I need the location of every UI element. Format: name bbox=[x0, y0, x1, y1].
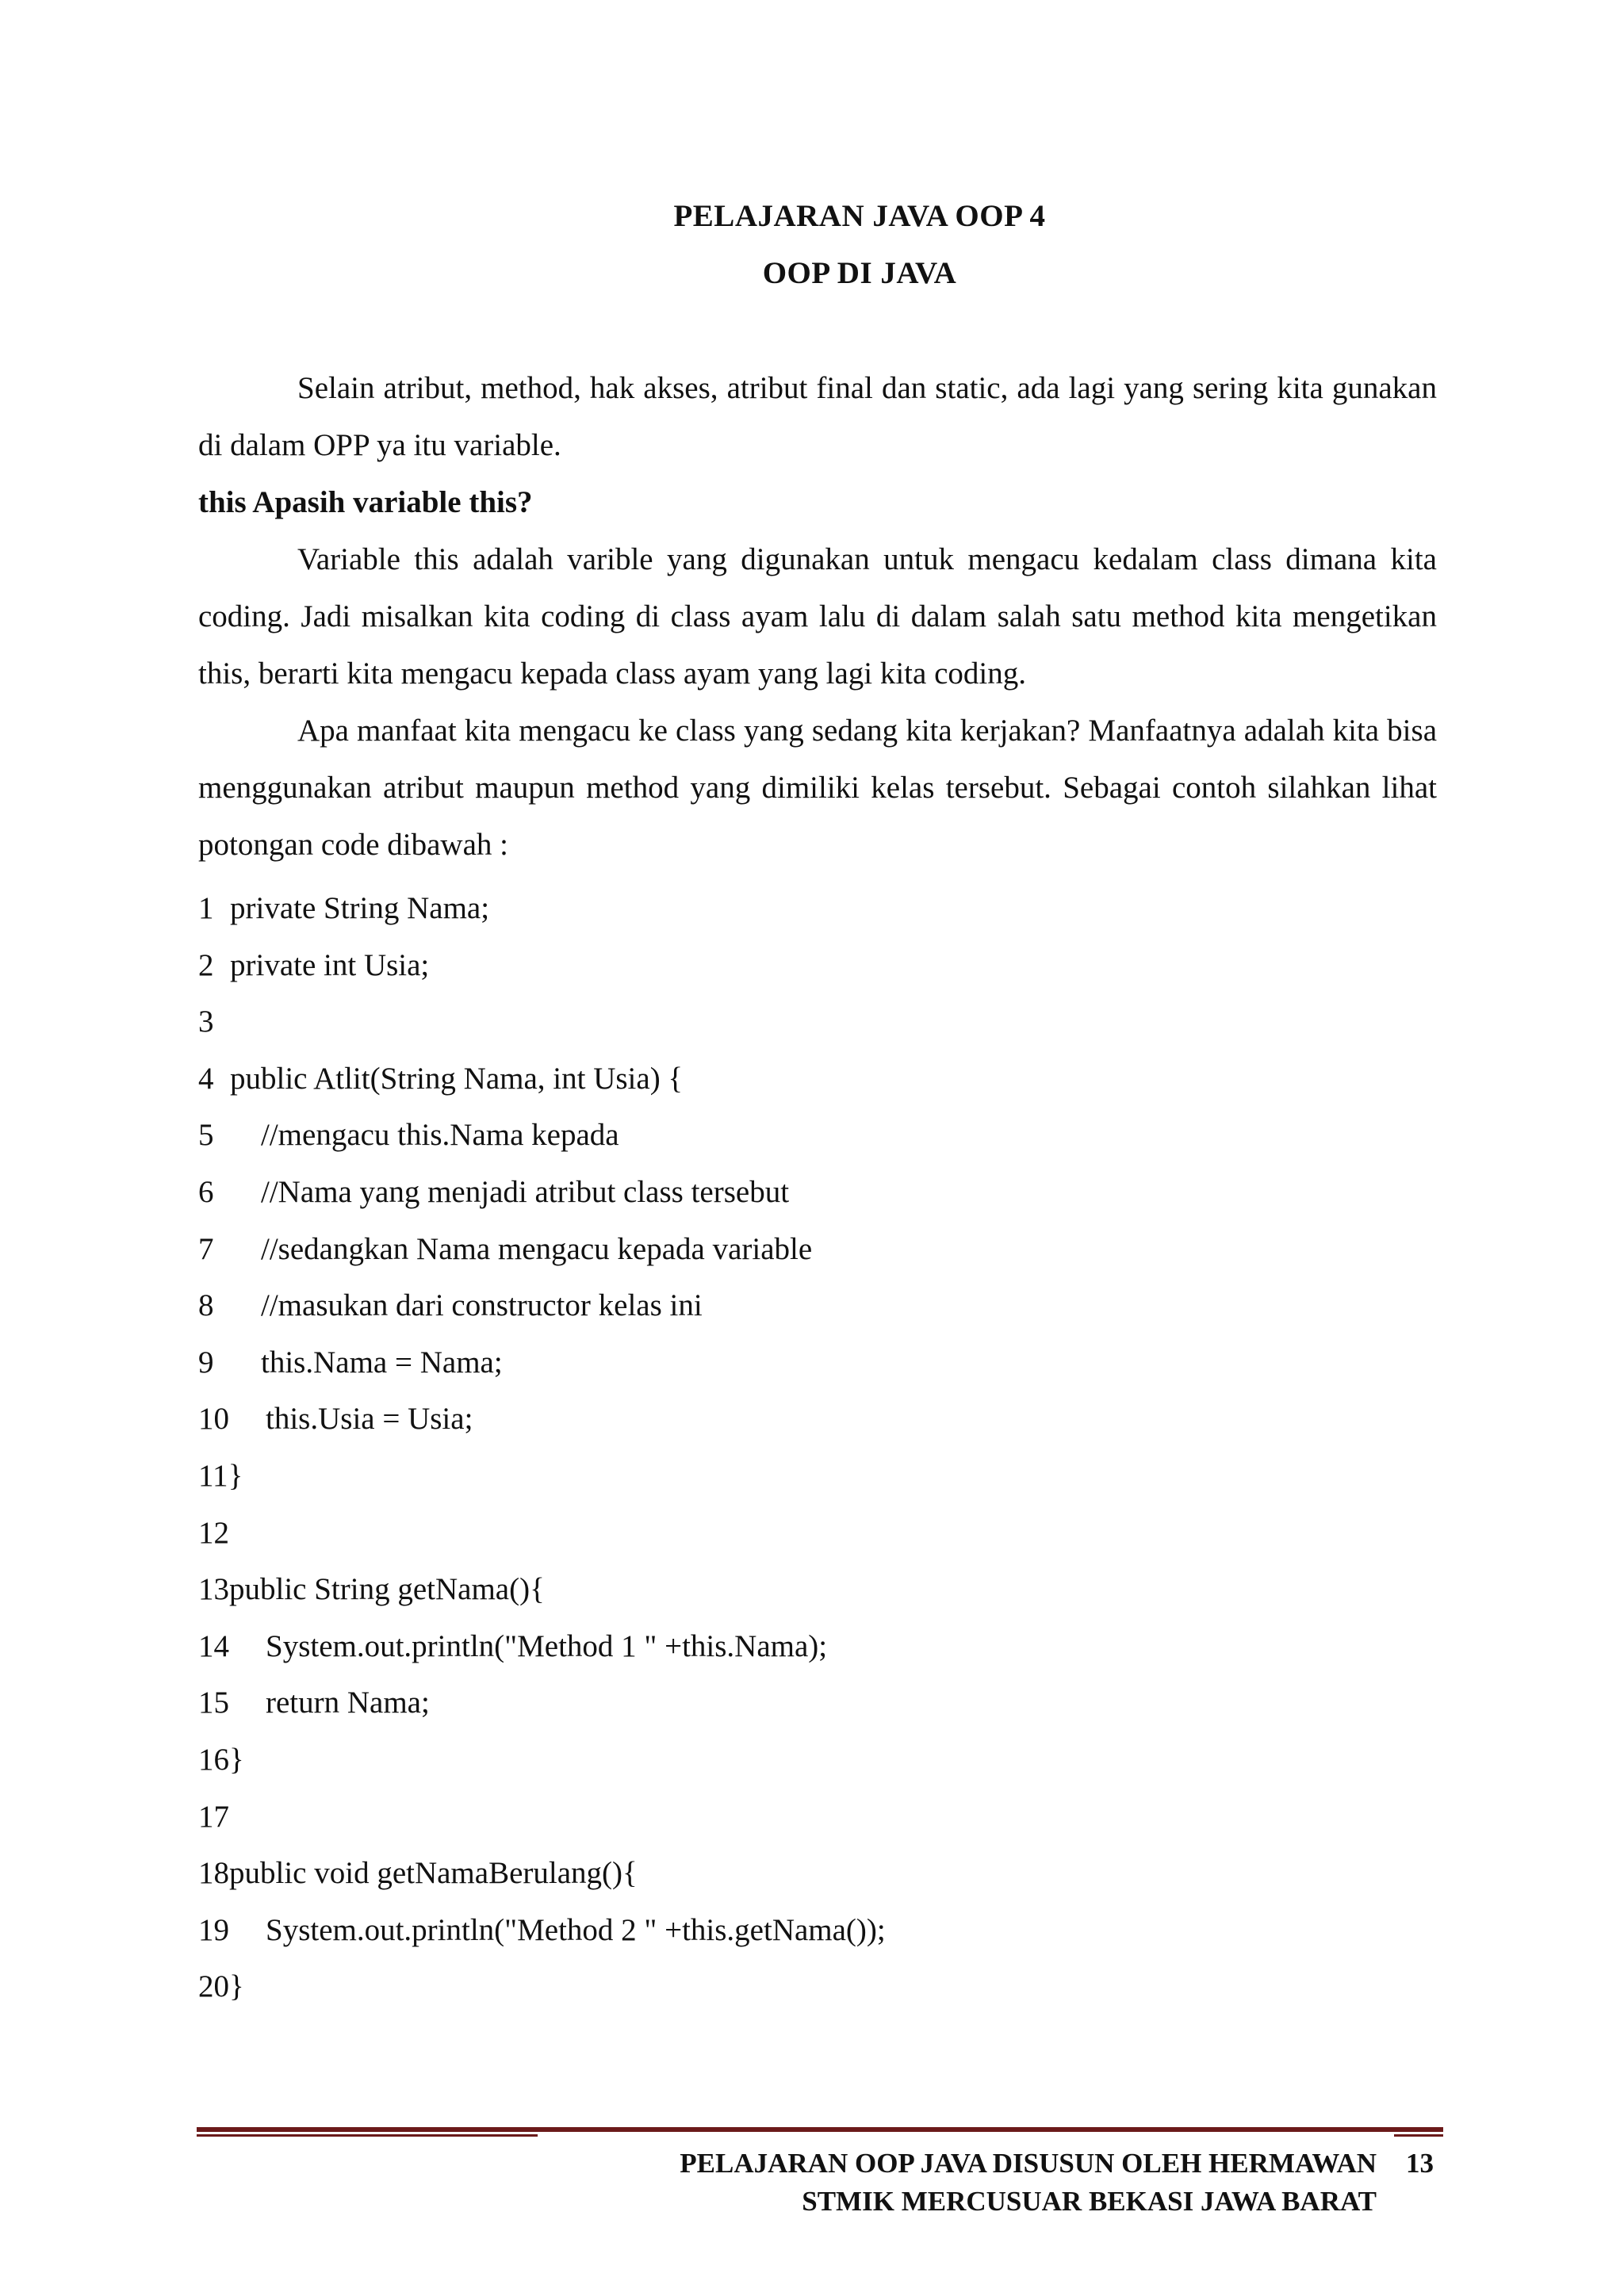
code-text: this.Nama = Nama; bbox=[230, 1345, 503, 1380]
line-number: 7 bbox=[198, 1231, 214, 1266]
code-text: } bbox=[228, 1458, 243, 1493]
code-line bbox=[198, 1221, 886, 1278]
code-line bbox=[198, 937, 886, 994]
code-line bbox=[198, 993, 886, 1050]
code-text: //sedangkan Nama mengacu kepada variable bbox=[230, 1231, 813, 1266]
footer-divider bbox=[197, 2127, 1443, 2141]
line-number: 13 bbox=[198, 1572, 229, 1607]
code-line bbox=[198, 1334, 886, 1391]
line-number: 19 bbox=[198, 1912, 229, 1947]
code-text: System.out.println("Method 1 " +this.Nama); bbox=[266, 1628, 828, 1663]
code-text: //masukan dari constructor kelas ini bbox=[230, 1288, 703, 1323]
code-text: } bbox=[229, 1742, 244, 1777]
line-number: 6 bbox=[198, 1174, 214, 1209]
line-number: 11 bbox=[198, 1458, 228, 1493]
code-text: public void getNamaBerulang(){ bbox=[229, 1856, 638, 1891]
intro-section bbox=[198, 360, 1437, 874]
footer-divider-thin-left bbox=[197, 2134, 538, 2137]
line-number: 20 bbox=[198, 1969, 229, 2004]
code-text: private String Nama; bbox=[230, 891, 490, 925]
line-number: 17 bbox=[198, 1799, 229, 1834]
paragraph-intro: Selain atribut, method, hak akses, atribut final dan static, ada lagi yang sering kita gunakan di dalam OPP ya itu variable. bbox=[198, 371, 1437, 462]
code-text: } bbox=[229, 1969, 244, 2004]
line-number: 14 bbox=[198, 1628, 229, 1663]
code-line bbox=[198, 1902, 886, 1959]
code-line bbox=[198, 1732, 886, 1789]
line-number: 4 bbox=[198, 1061, 214, 1096]
code-line bbox=[198, 1618, 886, 1675]
page-title: PELAJARAN JAVA OOP 4 bbox=[673, 199, 1046, 233]
paragraph-this-definition: Variable this adalah varible yang digunakan untuk mengacu kedalam class dimana kita coding. Jadi misalkan kita coding di class ayam lalu di dalam salah satu method kita mengetikan this, berarti kita mengacu kepada class ayam yang lagi kita coding. bbox=[198, 542, 1437, 691]
code-text: public Atlit(String Nama, int Usia) { bbox=[230, 1061, 684, 1096]
footer-credits bbox=[680, 2145, 1377, 2221]
code-line bbox=[198, 1448, 886, 1505]
code-line bbox=[198, 1561, 886, 1618]
line-number: 8 bbox=[198, 1288, 214, 1323]
code-text: System.out.println("Method 2 " +this.getNama()); bbox=[266, 1912, 886, 1947]
page-subtitle: OOP DI JAVA bbox=[762, 256, 957, 290]
code-line bbox=[198, 1164, 886, 1221]
line-number: 10 bbox=[198, 1402, 229, 1437]
code-listing bbox=[198, 880, 886, 2015]
code-line bbox=[198, 1958, 886, 2015]
section-heading: this Apasih variable this? bbox=[198, 485, 533, 519]
line-number: 16 bbox=[198, 1742, 229, 1777]
code-line bbox=[198, 1505, 886, 1562]
code-line bbox=[198, 1391, 886, 1448]
line-number: 3 bbox=[198, 1004, 214, 1039]
line-number: 18 bbox=[198, 1856, 229, 1891]
footer-institution-line: STMIK MERCUSUAR BEKASI JAWA BARAT bbox=[802, 2186, 1377, 2217]
code-text: private int Usia; bbox=[230, 947, 430, 982]
code-text: this.Usia = Usia; bbox=[266, 1402, 473, 1437]
code-text: return Nama; bbox=[266, 1686, 430, 1720]
line-number: 15 bbox=[198, 1686, 229, 1720]
code-line bbox=[198, 1789, 886, 1846]
code-line bbox=[198, 880, 886, 937]
code-line bbox=[198, 1277, 886, 1334]
paragraph-this-benefit: Apa manfaat kita mengacu ke class yang sedang kita kerjakan? Manfaatnya adalah kita bisa menggunakan atribut maupun method yang dimiliki kelas tersebut. Sebagai contoh silahkan lihat potongan code dibawah : bbox=[198, 714, 1437, 862]
line-number: 2 bbox=[198, 947, 214, 982]
line-number: 9 bbox=[198, 1345, 214, 1380]
footer-divider-thick bbox=[197, 2127, 1443, 2132]
code-text: public String getNama(){ bbox=[229, 1572, 545, 1607]
footer-divider-thin-right bbox=[1394, 2134, 1443, 2137]
line-number: 5 bbox=[198, 1118, 214, 1153]
code-line bbox=[198, 1674, 886, 1732]
page-number: 13 bbox=[1406, 2148, 1434, 2179]
code-line bbox=[198, 1107, 886, 1164]
footer-author-line: PELAJARAN OOP JAVA DISUSUN OLEH HERMAWAN bbox=[680, 2148, 1377, 2179]
code-line bbox=[198, 1050, 886, 1108]
code-text: //Nama yang menjadi atribut class tersebut bbox=[230, 1174, 790, 1209]
code-line bbox=[198, 1845, 886, 1902]
code-text: //mengacu this.Nama kepada bbox=[230, 1118, 619, 1153]
line-number: 12 bbox=[198, 1515, 229, 1550]
line-number: 1 bbox=[198, 891, 214, 925]
